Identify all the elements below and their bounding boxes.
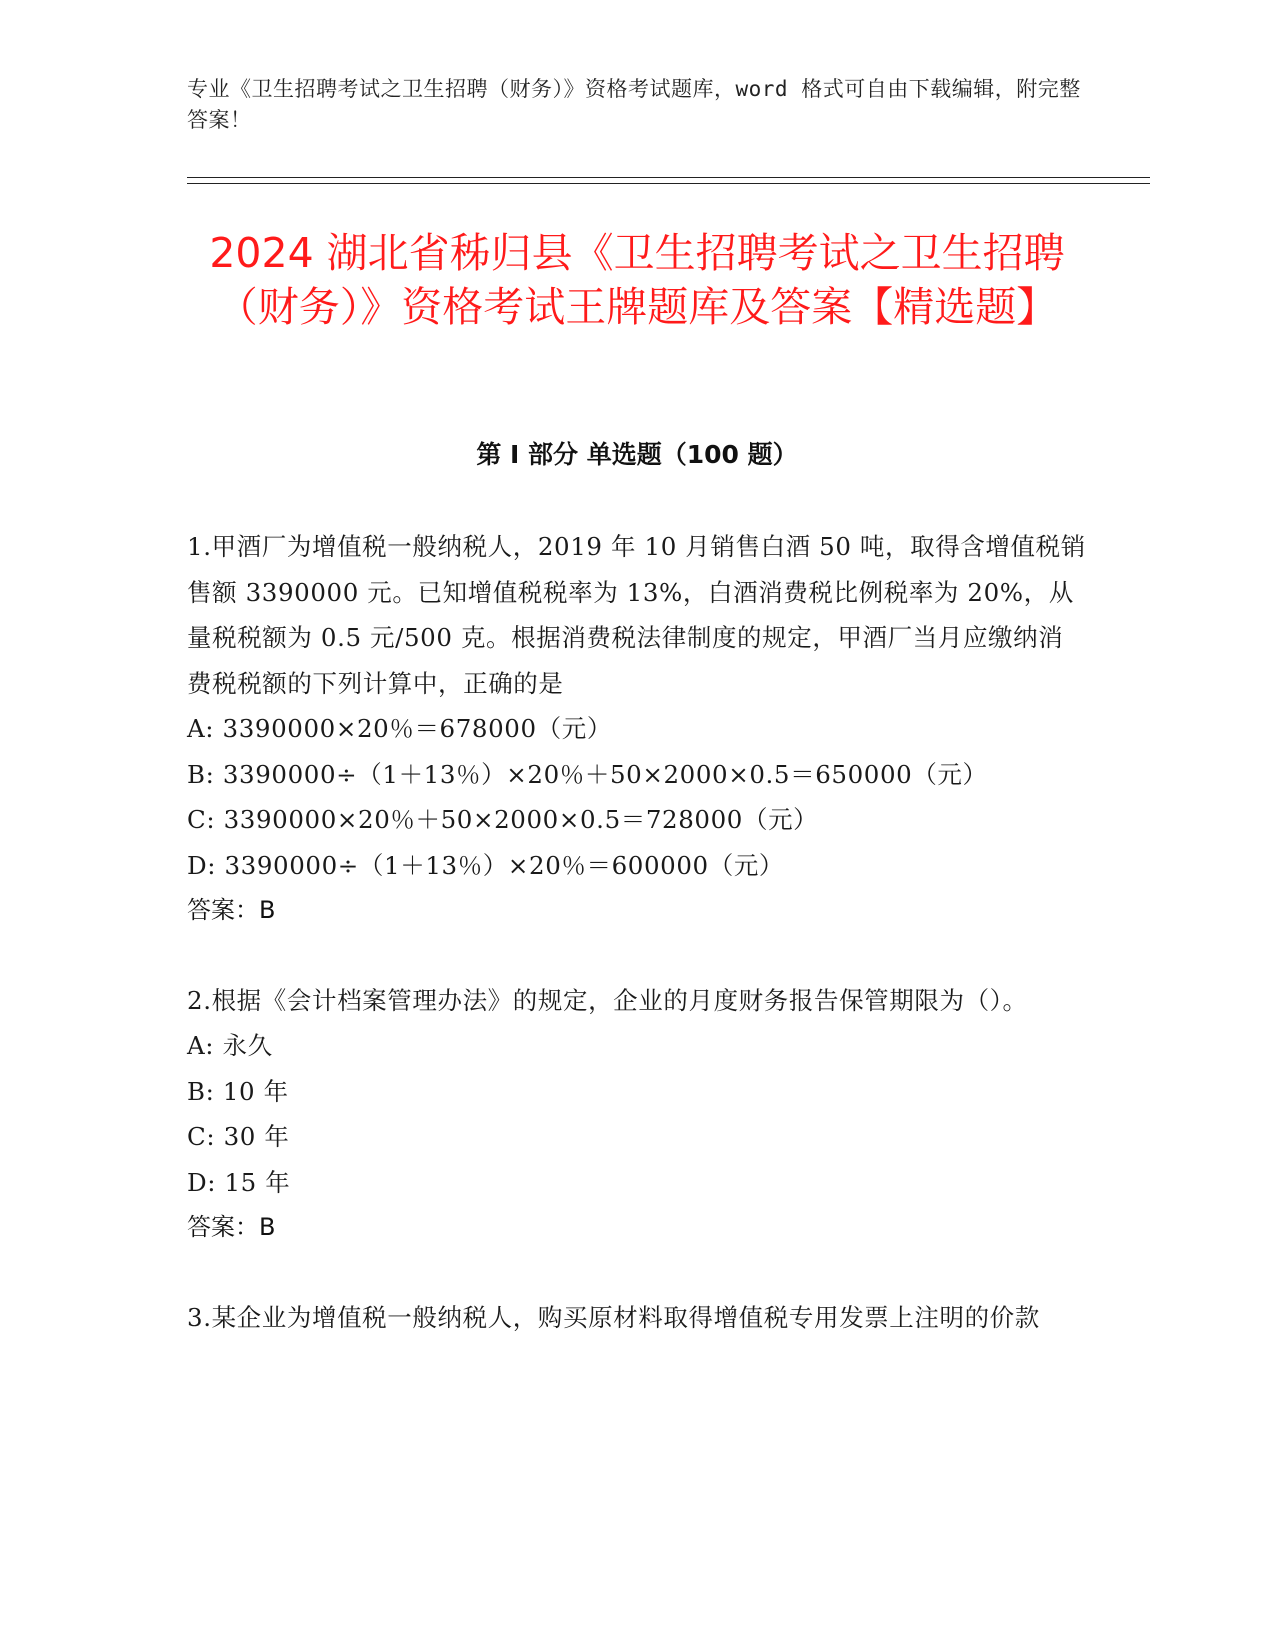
answer: 答案：B (187, 1213, 276, 1241)
answer: 答案：B (187, 896, 276, 924)
option-d: D: 15 年 (187, 1167, 291, 1197)
question-text: 3.某企业为增值税一般纳税人，购买原材料取得增值税专用发票上注明的价款 (187, 1302, 1040, 1332)
question-1 (187, 524, 1087, 934)
option-b: B: 3390000÷（1＋13％）×20％＋50×2000×0.5＝650000（元） (187, 759, 988, 789)
option-d: D: 3390000÷（1＋13％）×20％＝600000（元） (187, 850, 785, 880)
option-c: C: 3390000×20％＋50×2000×0.5＝728000（元） (187, 805, 819, 834)
option-b: B: 10 年 (187, 1076, 289, 1106)
option-a: A: 永久 (187, 1031, 273, 1060)
question-list (187, 524, 1087, 1384)
option-c: C: 30 年 (187, 1122, 290, 1151)
option-a: A: 3390000×20％＝678000（元） (187, 714, 612, 743)
section-title: 第 I 部分 单选题（100 题） (476, 440, 798, 469)
header-divider-bottom (187, 183, 1150, 184)
question-3 (187, 1295, 1087, 1341)
question-text: 1.甲酒厂为增值税一般纳税人，2019 年 10 月销售白酒 50 吨，取得含增值税销售额 3390000 元。已知增值税税率为 13%，白酒消费税比例税率为 20%，从量税税额为 0.5 元/500 克。根据消费税法律制度的规定，甲酒厂当月应缴纳消费税税额的下列计算中，正确的是 (187, 532, 1086, 698)
header-divider-top (187, 177, 1150, 178)
question-text: 2.根据《会计档案管理办法》的规定，企业的月度财务报告保管期限为（）。 (187, 985, 1028, 1015)
question-2 (187, 978, 1087, 1251)
document-title: 2024 湖北省秭归县《卫生招聘考试之卫生招聘（财务）》资格考试王牌题库及答案【精选题】 (209, 229, 1065, 331)
header-note: 专业《卫生招聘考试之卫生招聘（财务）》资格考试题库，word 格式可自由下载编辑，附完整答案！ (187, 77, 1081, 132)
